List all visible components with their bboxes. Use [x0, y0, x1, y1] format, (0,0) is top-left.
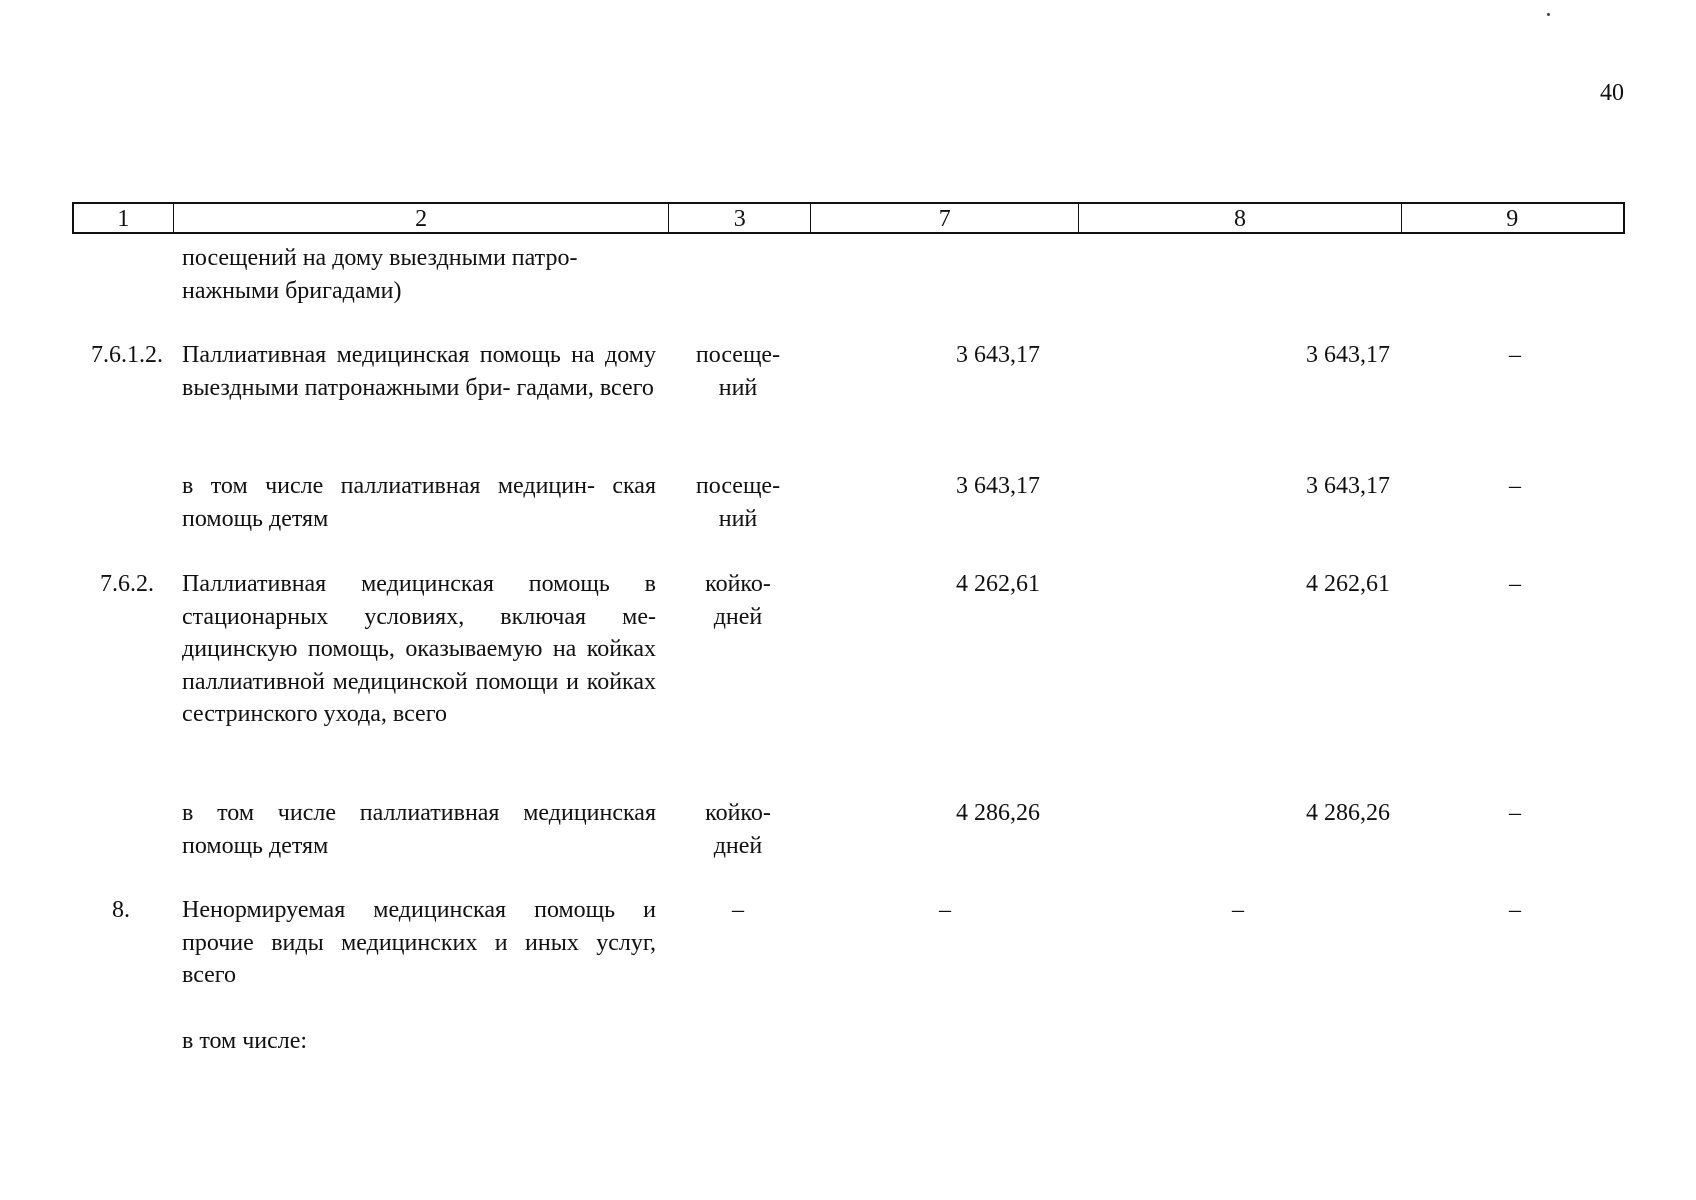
row-5-col8: – [1232, 897, 1244, 923]
row-5-col9: – [1509, 897, 1521, 923]
row-2-col8: 3 643,17 [1306, 473, 1390, 499]
row-3-col9: – [1509, 571, 1521, 597]
row-1-number: 7.6.1.2. [91, 342, 163, 368]
row-3-number: 7.6.2. [100, 571, 154, 597]
table-header-row [72, 202, 1625, 234]
row-3-unit: койко- дней [705, 571, 771, 630]
row-4-col7: 4 286,26 [956, 800, 1040, 826]
row-6-description: в том числе: [182, 1028, 308, 1054]
row-3-col7: 4 262,61 [956, 571, 1040, 597]
row-4-description: в том числе паллиативная медицинская помощь детям [182, 800, 656, 859]
row-1-col9: – [1509, 342, 1521, 368]
header-cell-col7: 7 [811, 204, 1079, 232]
row-1-col7: 3 643,17 [956, 342, 1040, 368]
row-5-col7: – [939, 897, 951, 923]
row-1-col8: 3 643,17 [1306, 342, 1390, 368]
row-2-description: в том числе паллиативная медицин- ская помощь детям [182, 473, 656, 532]
header-cell-col3: 3 [669, 204, 811, 232]
row-3-description: Паллиативная медицинская помощь в стационарных условиях, включая ме- дицинскую помощь, оказываемую на койках паллиативной медицинской помощи и койках сестринского ухода, всего [182, 571, 656, 727]
row-4-col9: – [1509, 800, 1521, 826]
row-1-description: Паллиативная медицинская помощь на дому выездными патронажными бри- гадами, всего [182, 342, 656, 401]
scan-speck [1547, 13, 1550, 16]
row-2-unit: посеще- ний [695, 473, 781, 532]
row-5-number: 8. [112, 897, 130, 923]
row-3-col8: 4 262,61 [1306, 571, 1390, 597]
header-cell-col2: 2 [174, 204, 670, 232]
row-2-col7: 3 643,17 [956, 473, 1040, 499]
header-cell-col8: 8 [1079, 204, 1401, 232]
row-4-col8: 4 286,26 [1306, 800, 1390, 826]
header-cell-col1: 1 [74, 204, 174, 232]
row-5-description: Ненормируемая медицинская помощь и прочие виды медицинских и иных услуг, всего [182, 897, 656, 988]
header-cell-col9: 9 [1506, 206, 1519, 232]
row-0-description: посещений на дому выездными патро- нажными бригадами) [182, 245, 578, 304]
row-1-unit: посеще- ний [695, 342, 781, 401]
row-5-unit: – [732, 897, 744, 923]
row-4-unit: койко- дней [705, 800, 771, 859]
page-number: 40 [1600, 80, 1624, 106]
row-2-col9: – [1509, 473, 1521, 499]
